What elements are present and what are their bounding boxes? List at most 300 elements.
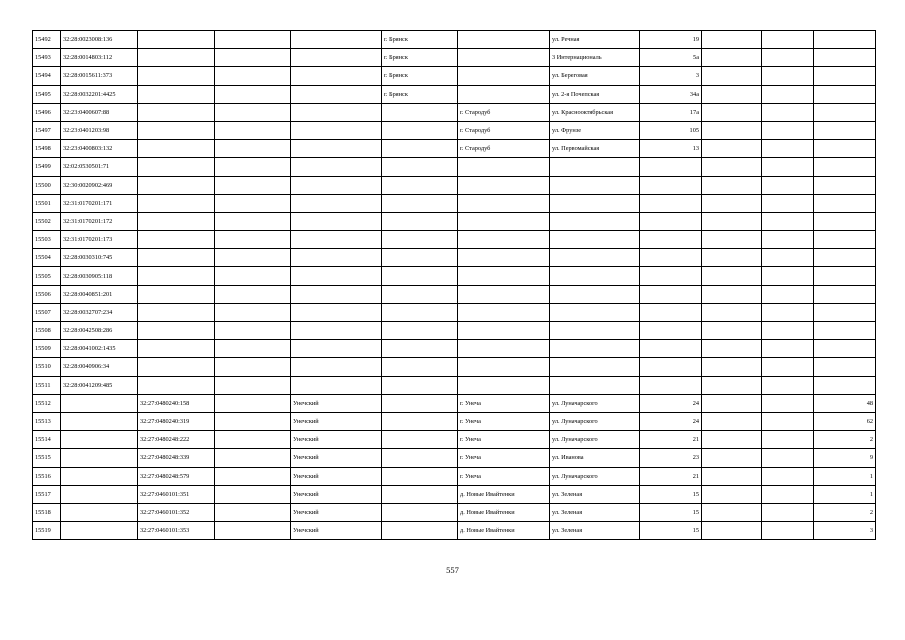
table-cell (458, 231, 550, 249)
table-cell (702, 212, 762, 230)
table-cell (762, 121, 814, 139)
table-cell: г. Стародуб (458, 103, 550, 121)
table-cell: 3 Интернациональ (550, 49, 640, 67)
table-cell (215, 140, 291, 158)
table-cell (814, 285, 876, 303)
table-cell (382, 358, 458, 376)
table-cell (702, 340, 762, 358)
table-cell (458, 85, 550, 103)
table-cell: 62 (814, 412, 876, 430)
table-cell (215, 176, 291, 194)
table-cell: 15 (640, 522, 702, 540)
table-cell (61, 485, 138, 503)
table-cell (382, 194, 458, 212)
table-cell: Унечский (291, 467, 382, 485)
table-cell (291, 340, 382, 358)
table-cell (458, 340, 550, 358)
table-cell: 15517 (33, 485, 61, 503)
table-cell (640, 212, 702, 230)
table-cell (640, 176, 702, 194)
table-cell: ул. 2-я Почепская (550, 85, 640, 103)
table-cell: 32:27:0480248:579 (138, 467, 215, 485)
table-cell (762, 212, 814, 230)
table-cell (61, 412, 138, 430)
table-cell (138, 303, 215, 321)
table-cell: 32:28:0030310:745 (61, 249, 138, 267)
table-cell (138, 212, 215, 230)
table-cell (382, 158, 458, 176)
table-cell: 15500 (33, 176, 61, 194)
table-row (33, 67, 876, 85)
table-cell: ул. Луначарского (550, 467, 640, 485)
table-cell (814, 249, 876, 267)
table-cell: 15512 (33, 394, 61, 412)
table-cell (138, 322, 215, 340)
table-row (33, 121, 876, 139)
table-cell: 32:28:0041002:1435 (61, 340, 138, 358)
table-cell (215, 212, 291, 230)
table-cell: 15508 (33, 322, 61, 340)
table-cell (702, 121, 762, 139)
table-cell (138, 85, 215, 103)
table-cell (762, 31, 814, 49)
table-cell (138, 285, 215, 303)
table-cell (458, 212, 550, 230)
table-cell: г. Стародуб (458, 140, 550, 158)
table-row (33, 140, 876, 158)
table-cell (814, 176, 876, 194)
table-cell (640, 358, 702, 376)
table-cell (762, 140, 814, 158)
table-cell (61, 467, 138, 485)
table-cell (762, 394, 814, 412)
table-cell (550, 340, 640, 358)
table-cell (762, 285, 814, 303)
table-cell (291, 121, 382, 139)
table-cell (550, 358, 640, 376)
table-row (33, 158, 876, 176)
table-cell (762, 267, 814, 285)
table-row (33, 176, 876, 194)
table-cell (215, 49, 291, 67)
table-cell: 15501 (33, 194, 61, 212)
table-cell: 32:28:0032201:4425 (61, 85, 138, 103)
table-cell (814, 303, 876, 321)
table-cell (382, 140, 458, 158)
table-cell: 32:27:0460101:353 (138, 522, 215, 540)
table-cell (382, 285, 458, 303)
table-cell (762, 412, 814, 430)
table-cell: ул. Зеленая (550, 522, 640, 540)
table-cell: 23 (640, 449, 702, 467)
table-cell (291, 158, 382, 176)
table-cell: 15494 (33, 67, 61, 85)
table-cell (458, 358, 550, 376)
table-cell (138, 267, 215, 285)
table-row (33, 303, 876, 321)
table-cell (814, 231, 876, 249)
table-cell (814, 49, 876, 67)
page-number: 557 (446, 565, 459, 575)
table-cell: 5а (640, 49, 702, 67)
table-row (33, 322, 876, 340)
table-cell: 15499 (33, 158, 61, 176)
table-cell (382, 485, 458, 503)
table-cell: 32:02:0530501:71 (61, 158, 138, 176)
table-cell: 32:27:0460101:351 (138, 485, 215, 503)
table-row (33, 249, 876, 267)
table-cell: 32:28:0015611:373 (61, 67, 138, 85)
table-cell (61, 431, 138, 449)
table-cell: Унечский (291, 522, 382, 540)
table-cell: Унечский (291, 503, 382, 521)
table-cell (814, 340, 876, 358)
table-cell (215, 358, 291, 376)
table-cell (814, 31, 876, 49)
table-cell (291, 212, 382, 230)
table-cell (550, 376, 640, 394)
table-cell: 15 (640, 503, 702, 521)
table-cell (215, 85, 291, 103)
table-cell (215, 31, 291, 49)
table-cell (291, 194, 382, 212)
table-cell: 15492 (33, 31, 61, 49)
table-cell (702, 358, 762, 376)
table-cell (702, 194, 762, 212)
table-cell: 15510 (33, 358, 61, 376)
table-cell (702, 267, 762, 285)
table-cell: 32:23:0401203:98 (61, 121, 138, 139)
table-cell (215, 522, 291, 540)
table-cell (138, 176, 215, 194)
table-cell: 15505 (33, 267, 61, 285)
table-cell: 13 (640, 140, 702, 158)
table-cell (291, 376, 382, 394)
table-cell (702, 431, 762, 449)
table-cell (382, 340, 458, 358)
table-cell (702, 85, 762, 103)
table-cell (215, 249, 291, 267)
table-cell: г. Унеча (458, 394, 550, 412)
table-cell (382, 121, 458, 139)
table-cell: 15507 (33, 303, 61, 321)
table-row (33, 485, 876, 503)
table-cell (458, 176, 550, 194)
table-cell (291, 303, 382, 321)
table-cell (291, 358, 382, 376)
table-cell (640, 376, 702, 394)
table-cell: 105 (640, 121, 702, 139)
table-cell (702, 249, 762, 267)
table-row (33, 212, 876, 230)
table-cell (550, 285, 640, 303)
table-row (33, 358, 876, 376)
table-cell (762, 503, 814, 521)
table-cell (702, 49, 762, 67)
table-cell (550, 249, 640, 267)
table-cell (215, 285, 291, 303)
table-cell (61, 522, 138, 540)
table-cell: г. Брянск (382, 67, 458, 85)
table-row (33, 412, 876, 430)
table-cell: 32:28:0014803:112 (61, 49, 138, 67)
table-cell (640, 340, 702, 358)
table-cell (382, 376, 458, 394)
table-cell: 15518 (33, 503, 61, 521)
table-cell (291, 249, 382, 267)
table-cell: ул. Иванова (550, 449, 640, 467)
table-row (33, 467, 876, 485)
table-cell (762, 485, 814, 503)
table-cell: 32:28:0040851:201 (61, 285, 138, 303)
table-cell: д. Новые Ивайтенки (458, 485, 550, 503)
table-cell (458, 376, 550, 394)
table-cell (458, 49, 550, 67)
table-cell: 15511 (33, 376, 61, 394)
table-cell (762, 194, 814, 212)
table-cell: 32:31:0170201:171 (61, 194, 138, 212)
table-row (33, 49, 876, 67)
table-cell (814, 67, 876, 85)
table-cell (291, 85, 382, 103)
table-cell (702, 522, 762, 540)
table-cell: 1 (814, 467, 876, 485)
table-cell: 15509 (33, 340, 61, 358)
table-cell (702, 67, 762, 85)
table-cell: г. Унеча (458, 431, 550, 449)
table-cell: г. Унеча (458, 449, 550, 467)
table-cell (702, 449, 762, 467)
table-cell (550, 212, 640, 230)
table-cell (215, 394, 291, 412)
table-cell (215, 340, 291, 358)
table-cell (382, 503, 458, 521)
table-cell (291, 103, 382, 121)
table-cell: г. Брянск (382, 85, 458, 103)
table-cell: ул. Фрунзе (550, 121, 640, 139)
table-cell: 15496 (33, 103, 61, 121)
table-cell (61, 449, 138, 467)
table-cell (215, 412, 291, 430)
table-cell (702, 140, 762, 158)
table-cell: 32:23:0400607:88 (61, 103, 138, 121)
table-cell: 15493 (33, 49, 61, 67)
table-cell: 15498 (33, 140, 61, 158)
table-cell (762, 49, 814, 67)
table-cell (138, 158, 215, 176)
table-cell (382, 103, 458, 121)
table-cell (215, 485, 291, 503)
table-cell (138, 67, 215, 85)
table-cell: 2 (814, 503, 876, 521)
table-cell: 9 (814, 449, 876, 467)
table-cell (138, 340, 215, 358)
table-cell: ул. Луначарского (550, 412, 640, 430)
table-cell (291, 31, 382, 49)
table-cell: 15515 (33, 449, 61, 467)
table-cell (61, 394, 138, 412)
table-cell (702, 176, 762, 194)
table-cell: 15514 (33, 431, 61, 449)
table-cell (762, 67, 814, 85)
table-cell: 15497 (33, 121, 61, 139)
table-cell (458, 303, 550, 321)
table-cell: г. Унеча (458, 467, 550, 485)
table-cell (291, 176, 382, 194)
table-row (33, 285, 876, 303)
table-cell (61, 503, 138, 521)
table-row (33, 376, 876, 394)
table-cell (382, 231, 458, 249)
table-cell (702, 285, 762, 303)
table-cell (138, 49, 215, 67)
table-cell (138, 121, 215, 139)
table-cell (382, 322, 458, 340)
table-row (33, 522, 876, 540)
table-cell (762, 340, 814, 358)
table-cell (138, 231, 215, 249)
table-cell (458, 31, 550, 49)
table-cell: 24 (640, 394, 702, 412)
table-cell: д. Новые Ивайтенки (458, 503, 550, 521)
table-body (33, 31, 876, 540)
table-cell: г. Стародуб (458, 121, 550, 139)
table-cell (814, 267, 876, 285)
table-cell (215, 67, 291, 85)
table-cell (458, 285, 550, 303)
table-cell: 32:27:0480248:222 (138, 431, 215, 449)
table-cell: 15504 (33, 249, 61, 267)
table-cell: 32:27:0460101:352 (138, 503, 215, 521)
table-cell (762, 103, 814, 121)
table-cell: Унечский (291, 394, 382, 412)
table-cell (215, 503, 291, 521)
table-cell: 48 (814, 394, 876, 412)
table-cell (291, 231, 382, 249)
table-cell (138, 194, 215, 212)
table-cell: ул. Зеленая (550, 485, 640, 503)
table-cell (291, 49, 382, 67)
table-cell (291, 322, 382, 340)
table-cell: 17а (640, 103, 702, 121)
table-cell (762, 85, 814, 103)
table-cell (382, 267, 458, 285)
table-cell (640, 194, 702, 212)
table-cell (458, 267, 550, 285)
table-cell: 32:27:0480240:319 (138, 412, 215, 430)
table-cell: 15495 (33, 85, 61, 103)
table-cell (138, 103, 215, 121)
table-cell (138, 31, 215, 49)
table-cell (814, 103, 876, 121)
table-cell (550, 322, 640, 340)
table-cell (215, 467, 291, 485)
table-cell (702, 303, 762, 321)
table-row (33, 394, 876, 412)
table-cell: 32:30:0020902:469 (61, 176, 138, 194)
table-row (33, 103, 876, 121)
table-cell (702, 376, 762, 394)
table-cell: 32:27:0480248:339 (138, 449, 215, 467)
table-cell (458, 158, 550, 176)
table-cell (215, 231, 291, 249)
table-cell (382, 522, 458, 540)
table-cell (702, 467, 762, 485)
table-cell (814, 158, 876, 176)
table-cell: г. Унеча (458, 412, 550, 430)
table-cell (382, 449, 458, 467)
table-cell (702, 503, 762, 521)
table-cell (702, 322, 762, 340)
table-cell: ул. Первомайская (550, 140, 640, 158)
table-cell (291, 267, 382, 285)
table-row (33, 340, 876, 358)
table-cell (702, 31, 762, 49)
table-cell (762, 158, 814, 176)
registry-table (32, 30, 876, 540)
table-cell (382, 431, 458, 449)
table-cell (138, 249, 215, 267)
table-cell (215, 121, 291, 139)
table-cell (762, 231, 814, 249)
table-cell (382, 249, 458, 267)
table-cell (215, 158, 291, 176)
table-row (33, 194, 876, 212)
table-cell (814, 121, 876, 139)
table-cell (814, 140, 876, 158)
table-cell (640, 303, 702, 321)
table-cell (382, 412, 458, 430)
table-cell (382, 394, 458, 412)
table-cell: 15503 (33, 231, 61, 249)
table-cell: 15516 (33, 467, 61, 485)
table-cell (215, 194, 291, 212)
table-row (33, 85, 876, 103)
table-cell: 21 (640, 431, 702, 449)
table-cell: 32:23:0400803:132 (61, 140, 138, 158)
table-cell (702, 158, 762, 176)
table-cell (762, 522, 814, 540)
table-cell: 32:31:0170201:173 (61, 231, 138, 249)
table-cell (458, 194, 550, 212)
table-cell (215, 431, 291, 449)
table-row (33, 231, 876, 249)
table-cell: 1 (814, 485, 876, 503)
table-cell (640, 267, 702, 285)
table-cell: ул. Луначарского (550, 431, 640, 449)
table-cell: ул. Луначарского (550, 394, 640, 412)
table-cell (215, 303, 291, 321)
table-cell (640, 231, 702, 249)
table-cell: ул. Зеленая (550, 503, 640, 521)
table-cell: Унечский (291, 412, 382, 430)
table-cell (814, 376, 876, 394)
table-cell (762, 176, 814, 194)
table-cell (138, 140, 215, 158)
table-cell (550, 176, 640, 194)
table-cell (291, 140, 382, 158)
table-cell: 15513 (33, 412, 61, 430)
table-cell (215, 449, 291, 467)
table-cell (215, 103, 291, 121)
table-cell: Унечский (291, 431, 382, 449)
table-cell (762, 431, 814, 449)
table-cell: 24 (640, 412, 702, 430)
table-cell (702, 231, 762, 249)
table-row (33, 503, 876, 521)
table-cell (382, 212, 458, 230)
table-cell (814, 212, 876, 230)
